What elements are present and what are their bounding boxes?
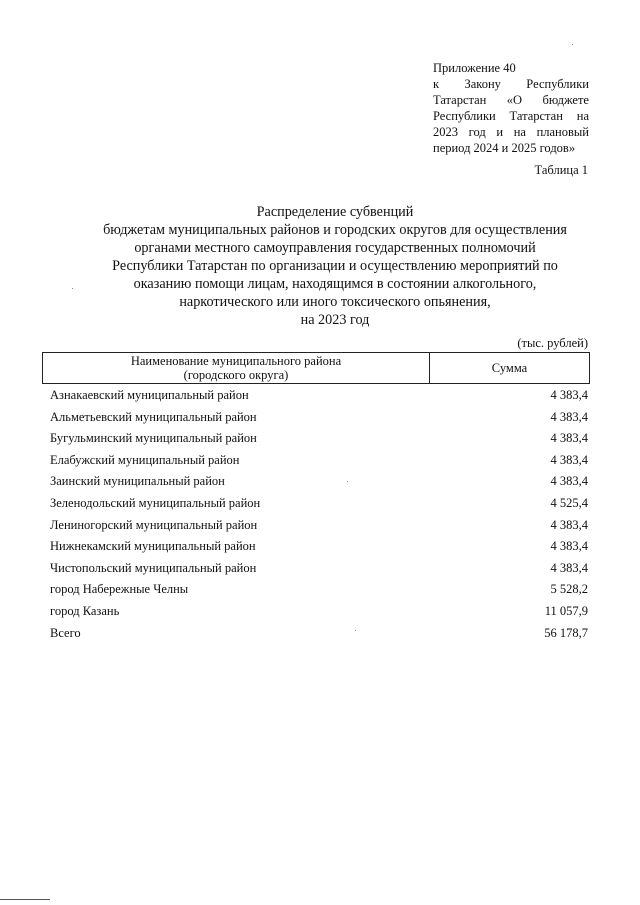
table-row — [50, 601, 588, 623]
row-name: город Казань — [50, 603, 120, 618]
appendix-line: Татарстан «О бюджете — [433, 93, 589, 107]
row-name: Бугульминский муниципальный район — [50, 431, 257, 446]
row-name: Нижнекамский муниципальный район — [50, 539, 256, 554]
appendix-line: к Закону Республики — [433, 77, 589, 91]
table-row — [50, 428, 588, 450]
table-row — [50, 536, 588, 558]
row-name: город Набережные Челны — [50, 582, 189, 597]
scan-speck — [347, 481, 348, 482]
title-line: органами местного самоуправления государственных полномочий — [134, 240, 536, 256]
title-line: оказанию помощи лицам, находящимся в состоянии алкогольного, — [133, 276, 537, 292]
row-value: 4 383,4 — [550, 474, 588, 489]
row-value: 4 383,4 — [550, 539, 588, 554]
table-row — [50, 579, 588, 601]
appendix-line: Приложение 40 — [433, 61, 516, 75]
title-line: на 2023 год — [300, 312, 370, 328]
table-header — [42, 352, 590, 384]
header-sum-cell: Сумма — [491, 361, 528, 375]
scan-speck — [572, 44, 573, 45]
scan-speck — [355, 630, 356, 631]
table-row — [50, 558, 588, 580]
title-line: наркотического или иного токсического опьянения, — [179, 294, 491, 310]
row-name: Азнакаевский муниципальный район — [50, 388, 249, 402]
row-value: 4 383,4 — [550, 431, 588, 446]
row-name: Заинский муниципальный район — [50, 474, 225, 489]
row-value: 4 383,4 — [550, 517, 588, 532]
title-line: бюджетам муниципальных районов и городских округов для осуществления — [103, 222, 567, 238]
header-name-line: Наименование муниципального района — [130, 354, 342, 368]
row-value: 4 383,4 — [550, 560, 588, 575]
table-row — [50, 450, 588, 472]
title-line: Распределение субвенций — [256, 204, 414, 220]
table-row — [50, 407, 588, 429]
row-value: 56 178,7 — [544, 625, 588, 640]
row-name: Всего — [50, 625, 81, 640]
appendix-note — [433, 60, 589, 156]
table-row — [50, 385, 588, 407]
row-value: 5 528,2 — [550, 582, 588, 597]
table-body — [50, 385, 588, 644]
appendix-line: 2023 год и на плановый — [433, 125, 589, 139]
appendix-line: период 2024 и 2025 годов» — [433, 141, 576, 155]
table-row — [50, 493, 588, 515]
scan-edge-line — [0, 899, 50, 900]
row-value: 4 525,4 — [550, 495, 588, 510]
row-name: Елабужский муниципальный район — [50, 452, 240, 467]
row-value: 4 383,4 — [550, 409, 588, 424]
row-value: 4 383,4 — [550, 388, 588, 402]
row-value: 11 057,9 — [544, 603, 588, 618]
table-row-total — [50, 623, 588, 645]
table-number: Таблица 1 — [534, 163, 588, 177]
row-name: Лениногорский муниципальный район — [50, 517, 258, 532]
header-name-cell — [43, 353, 430, 384]
header-name-line: (городского округа) — [183, 368, 289, 382]
units-label: (тыс. рублей) — [517, 336, 588, 350]
table-row — [50, 471, 588, 493]
document-title — [40, 203, 630, 329]
appendix-line: Республики Татарстан на — [433, 109, 589, 123]
row-name: Зеленодольский муниципальный район — [50, 495, 261, 510]
row-name: Чистопольский муниципальный район — [50, 560, 257, 575]
scan-speck — [72, 288, 73, 289]
title-line: Республики Татарстан по организации и осуществлению мероприятий по — [112, 258, 558, 274]
row-name: Альметьевский муниципальный район — [50, 409, 257, 424]
table-row — [50, 515, 588, 537]
row-value: 4 383,4 — [550, 452, 588, 467]
